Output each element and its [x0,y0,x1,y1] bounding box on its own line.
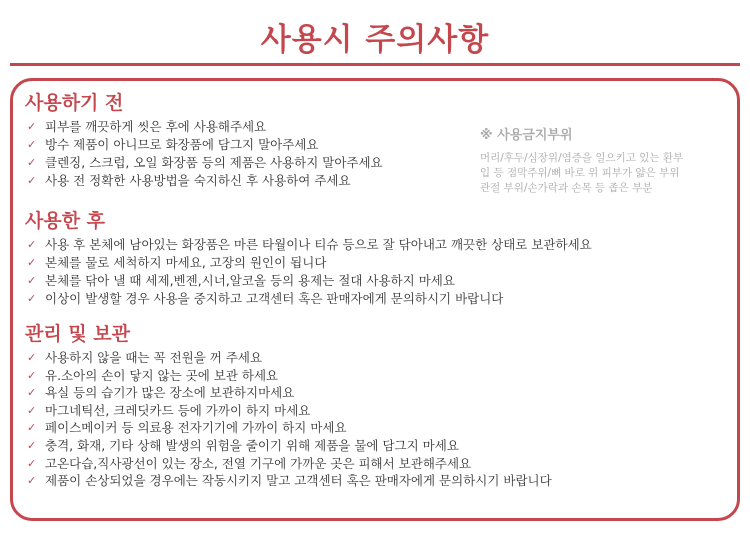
title-divider [10,63,740,66]
list-item [25,472,552,490]
section-heading: 사용한 후 [25,210,106,232]
section-after-use [25,209,592,308]
checkmark-icon: ✓ [27,138,37,151]
list-item-text: 마그네틱선, 크레딧카드 등에 가까이 하지 마세요 [45,402,311,418]
checkmark-icon: ✓ [27,292,37,305]
list-item [25,290,592,308]
list-item-text: 사용 전 정확한 사용방법을 숙지하신 후 사용하여 주세요 [45,173,351,188]
list-item-text: 본체를 닦아 낼 때 세제,벤젠,시너,알코올 등의 용제는 절대 사용하지 마세요 [45,273,455,288]
checkmark-icon: ✓ [27,156,37,169]
checkmark-icon: ✓ [27,256,37,269]
checkmark-icon: ✓ [27,474,37,488]
checkmark-icon: ✓ [27,456,37,470]
checkmark-icon: ✓ [27,174,37,187]
checkmark-icon: ✓ [27,386,37,400]
section-care-storage [25,322,552,490]
section-before-use [25,91,383,190]
checkmark-icon: ✓ [27,438,37,452]
list-item [25,437,552,455]
checkmark-icon: ✓ [27,274,37,287]
list-item-text: 방수 제품이 아니므로 화장품에 담그지 말아주세요 [45,137,319,152]
list-item-text: 페이스메이커 등 의료용 전자기기에 가까이 하지 마세요 [45,420,347,436]
list-item [25,254,592,272]
list-item [25,154,383,172]
list-item [25,367,552,385]
list-item-text: 사용하지 않을 때는 꼭 전원을 꺼 주세요 [45,350,263,365]
note-heading: ※ 사용금지부위 [480,128,573,143]
list-item [25,349,552,367]
list-item-text: 사용 후 본체에 남아있는 화장품은 마른 타월이나 티슈 등으로 잘 닦아내고 깨끗한 상태로 보관하세요 [45,237,592,252]
checkmark-icon: ✓ [27,368,37,382]
list-item [25,172,383,190]
page-title: 사용시 주의사항 [260,22,490,58]
list-item-text: 고온다습,직사광선이 있는 장소, 전열 기구에 가까운 곳은 피해서 보관해주세요 [45,455,472,471]
list-item [25,419,552,437]
list-item [25,402,552,420]
list-item-text: 피부를 깨끗하게 씻은 후에 사용해주세요 [45,119,267,134]
checkmark-icon: ✓ [27,238,37,251]
note-line: 관절 부위/손가락과 손목 등 좁은 부분 [480,182,653,194]
list-item [25,384,552,402]
list-item [25,455,552,473]
list-item [25,272,592,290]
checkmark-icon: ✓ [27,120,37,133]
note-line: 머리/후두/심장위/염증을 일으키고 있는 환부 [480,152,684,164]
list-item-text: 제품이 손상되었을 경우에는 작동시키지 말고 고객센터 혹은 판매자에게 문의하시기 바랍니다 [45,473,552,489]
list-item-text: 유.소아의 손이 닿지 않는 곳에 보관 하세요 [45,367,279,383]
list-item [25,136,383,154]
list-item [25,118,383,136]
list-item-text: 충격, 화재, 기타 상해 발생의 위험을 줄이기 위해 제품을 물에 담그지 마세요 [45,437,459,453]
section-heading: 사용하기 전 [25,92,124,114]
checkmark-icon: ✓ [27,403,37,417]
note-line: 입 등 점막주위/뼈 바로 위 피부가 얇은 부위 [480,167,680,179]
list-item-text: 욕실 등의 습기가 많은 장소에 보관하지마세요 [45,385,295,401]
section-heading: 관리 및 보관 [25,323,130,345]
checkmark-icon: ✓ [27,421,37,435]
checkmark-icon: ✓ [27,351,37,364]
prohibited-areas-note [480,127,720,196]
list-item-text: 클렌징, 스크럽, 오일 화장품 등의 제품은 사용하지 말아주세요 [45,155,383,170]
list-item-text: 본체를 물로 세척하지 마세요, 고장의 원인이 됩니다 [45,255,327,270]
list-item [25,236,592,254]
list-item-text: 이상이 발생할 경우 사용을 중지하고 고객센터 혹은 판매자에게 문의하시기 바랍니다 [45,291,504,306]
